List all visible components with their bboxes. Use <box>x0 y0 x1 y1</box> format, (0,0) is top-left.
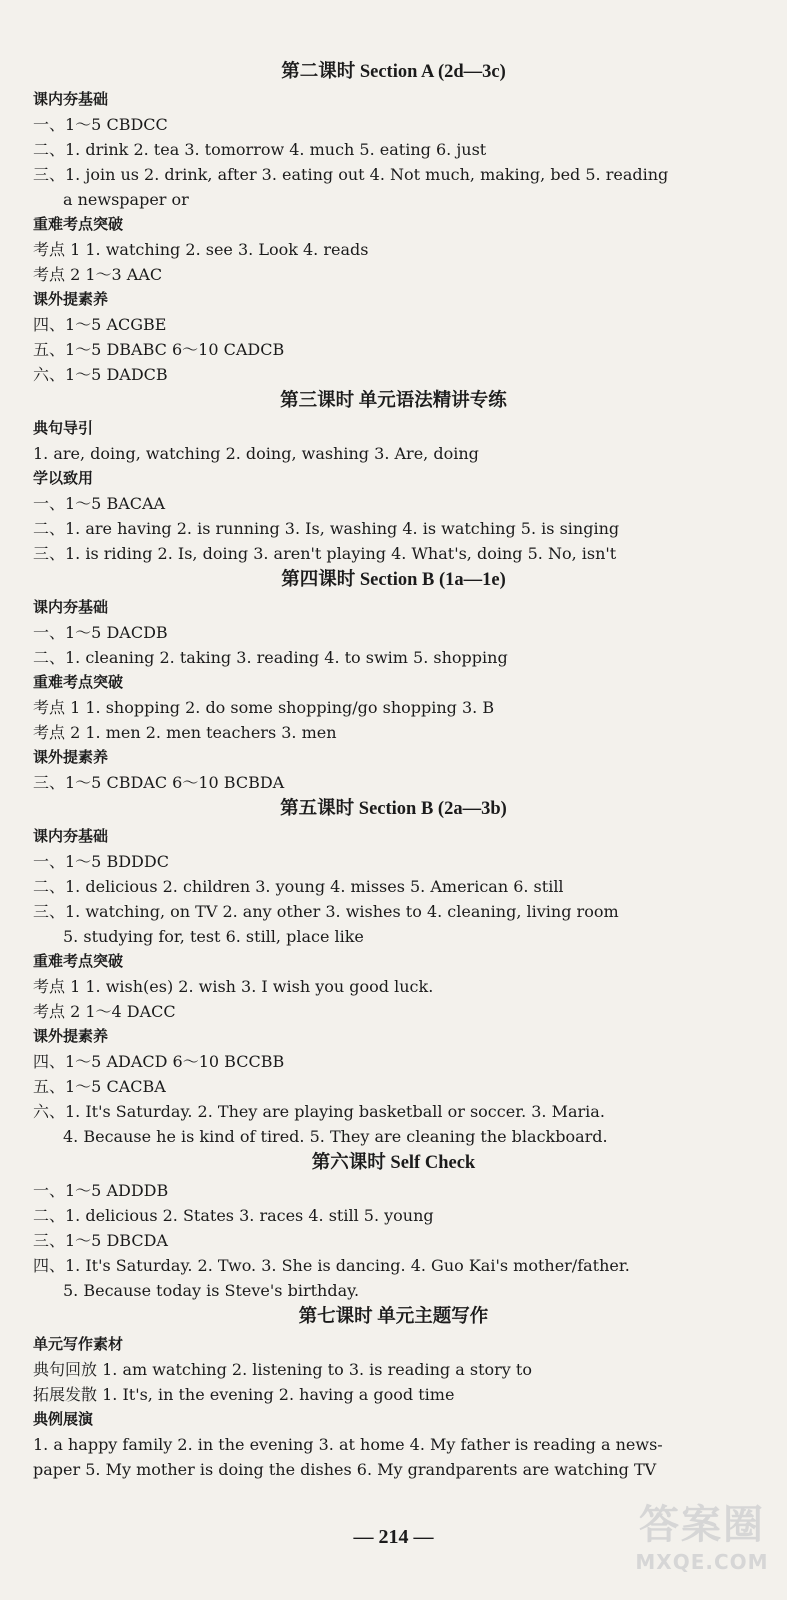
answer-line: 六、1～5 DADCB <box>33 365 168 384</box>
answer-line: 5. Because today is Steve's birthday. <box>63 1281 360 1300</box>
answer-line: 五、1～5 DBABC 6～10 CADCB <box>33 340 285 359</box>
lesson-heading: 第四课时 Section B (1a—1e) <box>281 570 506 590</box>
answer-line: 四、1～5 ACGBE <box>33 315 167 334</box>
answer-line: 三、1. is riding 2. Is, doing 3. aren't playing 4. What's, doing 5. No, isn't <box>33 544 617 563</box>
lesson-heading: 第二课时 Section A (2d—3c) <box>281 62 506 82</box>
answer-line: 考点 2 1. men 2. men teachers 3. men <box>33 723 337 742</box>
answer-line: 考点 2 1～3 AAC <box>33 265 163 284</box>
lesson-heading: 第三课时 单元语法精讲专练 <box>280 391 507 411</box>
section-label: 课内夯基础 <box>33 598 109 616</box>
watermark-logo <box>627 1500 777 1590</box>
section-label: 课内夯基础 <box>33 827 109 845</box>
answer-line: 一、1～5 BDDDC <box>33 852 169 871</box>
answer-line: 三、1～5 CBDAC 6～10 BCBDA <box>33 773 285 792</box>
answer-line: 三、1. join us 2. drink, after 3. eating out 4. Not much, making, bed 5. reading <box>33 165 669 184</box>
answer-line: a newspaper or <box>63 190 189 209</box>
lesson-heading: 第六课时 Self Check <box>311 1153 476 1173</box>
section-label: 课外提素养 <box>33 748 109 766</box>
answer-line: 二、1. cleaning 2. taking 3. reading 4. to swim 5. shopping <box>33 648 508 667</box>
answer-line: 考点 1 1. shopping 2. do some shopping/go shopping 3. B <box>33 698 495 717</box>
answer-line: 拓展发散 1. It's, in the evening 2. having a good time <box>33 1385 455 1404</box>
answer-line: paper 5. My mother is doing the dishes 6. My grandparents are watching TV <box>33 1460 657 1479</box>
answer-line: 二、1. delicious 2. States 3. races 4. still 5. young <box>33 1206 434 1225</box>
answer-line: 三、1～5 DBCDA <box>33 1231 168 1250</box>
answer-line: 1. a happy family 2. in the evening 3. at home 4. My father is reading a news- <box>33 1435 663 1454</box>
lesson-heading: 第七课时 单元主题写作 <box>298 1307 489 1327</box>
answer-line: 二、1. drink 2. tea 3. tomorrow 4. much 5. eating 6. just <box>33 140 487 159</box>
section-label: 重难考点突破 <box>33 952 124 970</box>
answer-line: 一、1～5 CBDCC <box>33 115 168 134</box>
answer-line: 考点 1 1. watching 2. see 3. Look 4. reads <box>33 240 369 259</box>
answer-line: 一、1～5 BACAA <box>33 494 166 513</box>
answer-line: 一、1～5 ADDDB <box>33 1181 169 1200</box>
lesson-heading: 第五课时 Section B (2a—3b) <box>280 799 507 819</box>
answer-line: 考点 1 1. wish(es) 2. wish 3. I wish you good luck. <box>33 977 434 996</box>
section-label: 单元写作素材 <box>33 1335 124 1353</box>
answer-line: 典句回放 1. am watching 2. listening to 3. is reading a story to <box>33 1360 532 1379</box>
answer-line: 一、1～5 DACDB <box>33 623 168 642</box>
section-label: 典句导引 <box>33 419 94 437</box>
section-label: 学以致用 <box>33 469 94 487</box>
page-number: — 214 — <box>353 1526 434 1548</box>
section-label: 重难考点突破 <box>33 673 124 691</box>
answer-key-page <box>0 58 787 1482</box>
answer-line: 1. are, doing, watching 2. doing, washing 3. Are, doing <box>33 444 479 463</box>
section-label: 课内夯基础 <box>33 90 109 108</box>
watermark-text-top: 答案圈 <box>639 1502 765 1548</box>
section-label: 重难考点突破 <box>33 215 124 233</box>
answer-line: 二、1. are having 2. is running 3. Is, washing 4. is watching 5. is singing <box>33 519 620 538</box>
section-label: 课外提素养 <box>33 290 109 308</box>
answer-line: 四、1. It's Saturday. 2. Two. 3. She is dancing. 4. Guo Kai's mother/father. <box>33 1256 630 1275</box>
answer-line: 考点 2 1～4 DACC <box>33 1002 176 1021</box>
answer-line: 五、1～5 CACBA <box>33 1077 166 1096</box>
answer-line: 三、1. watching, on TV 2. any other 3. wishes to 4. cleaning, living room <box>33 902 619 921</box>
answer-line: 二、1. delicious 2. children 3. young 4. misses 5. American 6. still <box>33 877 564 896</box>
watermark-text-bottom: MXQE.COM <box>635 1550 769 1574</box>
section-label: 课外提素养 <box>33 1027 109 1045</box>
answer-line: 四、1～5 ADACD 6～10 BCCBB <box>33 1052 285 1071</box>
answer-line: 5. studying for, test 6. still, place like <box>63 927 364 946</box>
section-label: 典例展演 <box>33 1410 94 1428</box>
answer-line: 六、1. It's Saturday. 2. They are playing basketball or soccer. 3. Maria. <box>33 1102 605 1121</box>
answer-line: 4. Because he is kind of tired. 5. They are cleaning the blackboard. <box>63 1127 608 1146</box>
